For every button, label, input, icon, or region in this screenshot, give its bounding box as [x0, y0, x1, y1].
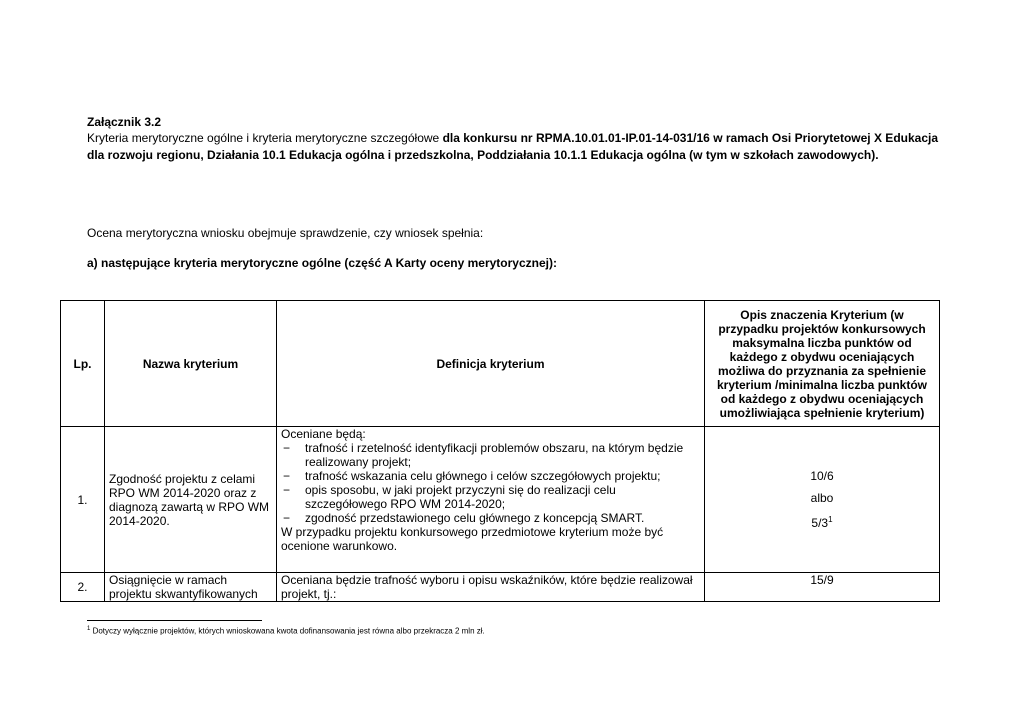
lead-sentence: Ocena merytoryczna wniosku obejmuje sprawdzenie, czy wniosek spełnia: [87, 226, 484, 240]
header-definition: Definicja kryterium [277, 301, 705, 427]
header-lp: Lp. [61, 301, 105, 427]
row-score: 15/9 [705, 573, 940, 602]
table-header-row [61, 301, 940, 427]
list-item: − trafność i rzetelność identyfikacji problemów obszaru, na którym będzie realizowany projekt; [281, 441, 700, 469]
score-or: albo [810, 491, 834, 505]
list-item: − trafność wskazania celu głównego i celów szczegółowych projektu; [281, 469, 700, 483]
section-heading: a) następujące kryteria merytoryczne ogólne (część A Karty oceny merytorycznej): [87, 256, 557, 270]
row-definition [277, 427, 705, 573]
row-name: Osiągnięcie w ramach projektu skwantyfikowanych [105, 573, 277, 602]
footnote [87, 626, 485, 636]
footnote-divider [87, 620, 262, 621]
score-alternative-value: 5/3 [811, 516, 829, 530]
header-description: Opis znaczenia Kryterium (w przypadku projektów konkursowych maksymalna liczba punktów od każdego z obydwu oceniających możliwa do przyznania za spełnienie kryterium /minimalna liczba punktów od każdego z obydwu oceniających umożliwiająca spełnienie kryterium) [705, 301, 940, 427]
definition-list [281, 441, 700, 525]
footnote-text: Dotyczy wyłącznie projektów, których wnioskowana kwota dofinansowania jest równa albo przekracza 2 mln zł. [92, 626, 485, 636]
footnote-reference[interactable]: 1 [828, 515, 833, 524]
definition-note: W przypadku projektu konkursowego przedmiotowe kryterium może być ocenione warunkowo. [281, 525, 664, 553]
row-lp: 2. [61, 573, 105, 602]
row-score [705, 427, 940, 573]
footnote-number: 1 [87, 626, 91, 632]
row-lp: 1. [61, 427, 105, 573]
table-row [61, 573, 940, 602]
criteria-table [60, 300, 940, 602]
score-primary: 10/6 [810, 469, 834, 483]
intro-plain-text: Kryteria merytoryczne ogólne i kryteria merytoryczne szczegółowe [87, 131, 443, 145]
header-name: Nazwa kryterium [105, 301, 277, 427]
list-item: − zgodność przedstawionego celu głównego z koncepcją SMART. [281, 511, 700, 525]
row-definition: Oceniana będzie trafność wyboru i opisu wskaźników, które będzie realizował projekt, tj.: [277, 573, 705, 602]
list-item: − opis sposobu, w jaki projekt przyczyni się do realizacji celu szczegółowego RPO WM 2014-2020; [281, 483, 700, 511]
definition-title: Oceniane będą: [281, 427, 366, 441]
score-alternative [709, 509, 935, 534]
intro-paragraph [87, 130, 938, 164]
row-name: Zgodność projektu z celami RPO WM 2014-2020 oraz z diagnozą zawartą w RPO WM 2014-2020. [105, 427, 277, 573]
intro-bold-text: dla konkursu nr RPMA.10.01.01-IP.01-14-031/16 w ramach Osi Priorytetowej X Edukacja dla rozwoju regionu, Działania 10.1 Edukacja ogólna i przedszkolna, Poddziałania 10.1.1 Edukacja ogólna (w tym w szkołach zawodowych). [87, 131, 939, 162]
table-row [61, 427, 940, 573]
annex-title: Załącznik 3.2 [87, 115, 162, 129]
